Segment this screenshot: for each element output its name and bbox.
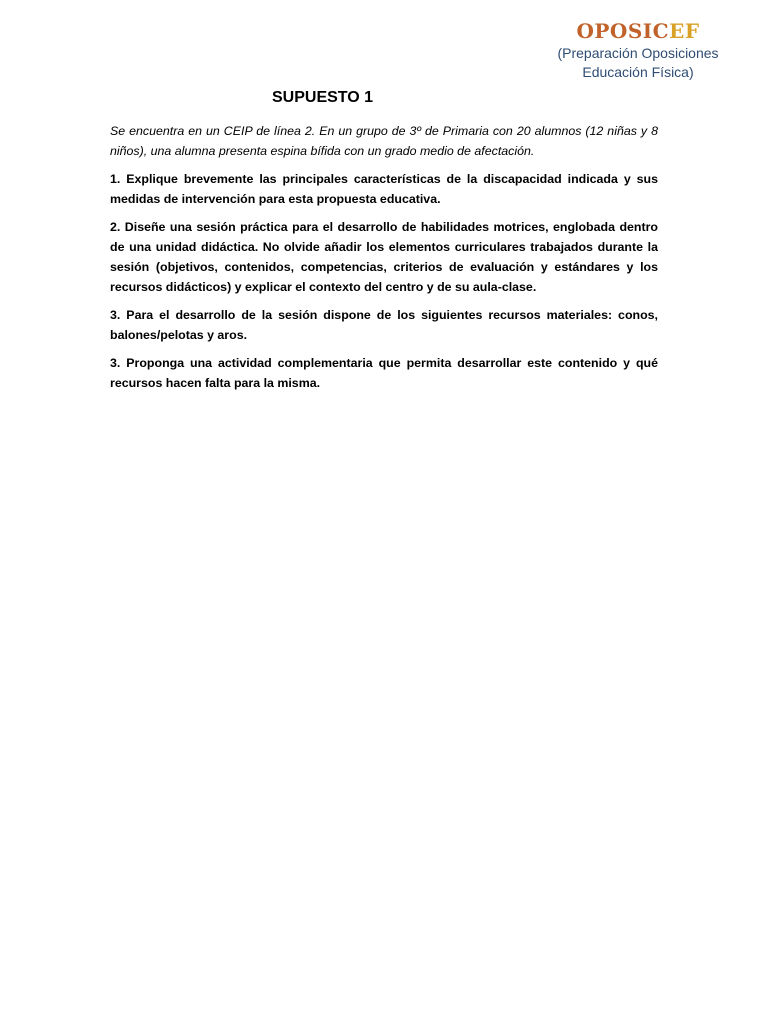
oposicef-logo [548,18,728,82]
question-1: 1. Explique brevemente las principales características de la discapacidad indicada y sus medidas de intervención para esta propuesta educativa. [110,172,658,206]
question-4: 3. Proponga una actividad complementaria que permita desarrollar este contenido y qué recursos hacen falta para la misma. [110,356,658,390]
question-3: 3. Para el desarrollo de la sesión dispone de los siguientes recursos materiales: conos, balones/pelotas y aros. [110,308,658,342]
logo-subtitle-line-1: (Preparación Oposiciones [557,45,719,61]
question-2: 2. Diseñe una sesión práctica para el desarrollo de habilidades motrices, englobada dentro de una unidad didáctica. No olvide añadir los elementos curriculares trabajados durante la sesión (objetivos, contenidos, competencias, criterios de evaluación y estándares y los recursos didácticos) y explicar el contexto del centro y de su aula-clase. [110,220,658,294]
intro-paragraph: Se encuentra en un CEIP de línea 2. En un grupo de 3º de Primaria con 20 alumnos (12 niñas y 8 niños), una alumna presenta espina bífida con un grado medio de afectación. [110,124,658,158]
logo-title [548,18,728,44]
document-body [110,121,658,401]
document-title: SUPUESTO 1 [272,89,374,106]
logo-accent-text: EF [669,19,700,43]
logo-subtitle-line-2: Educación Física) [582,64,694,80]
logo-main-text: OPOSIC [576,19,670,43]
